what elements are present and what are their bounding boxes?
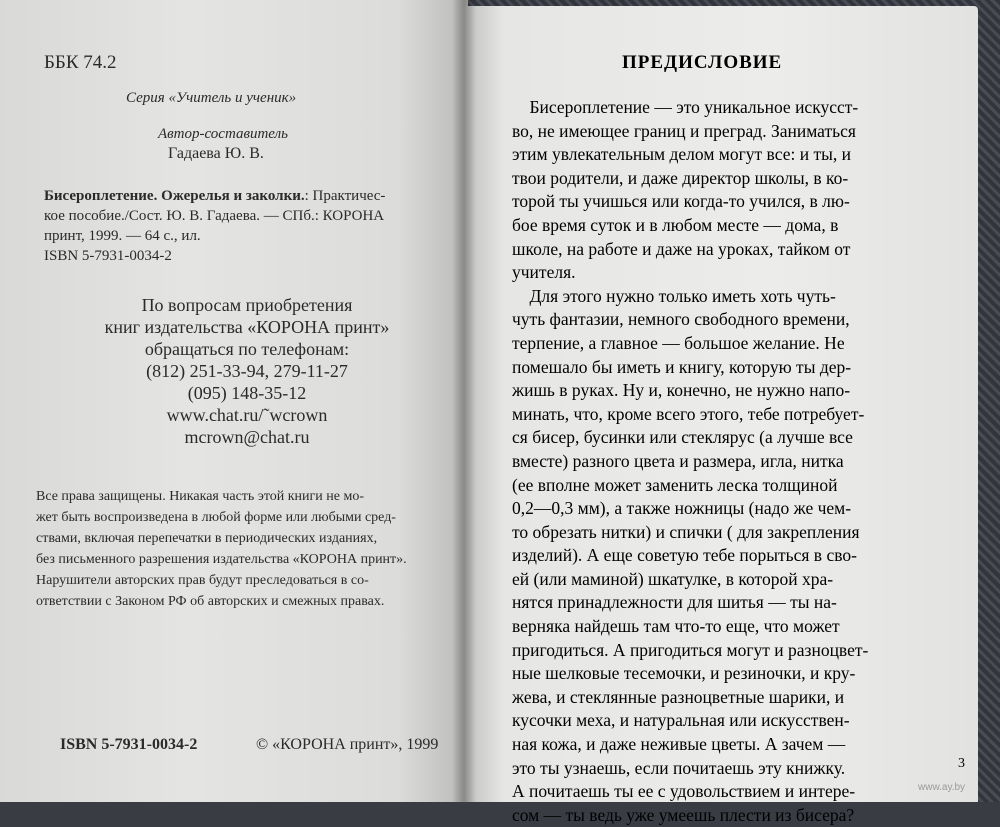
contact-line: обращаться по телефонам: [144, 339, 350, 359]
book-spine [452, 0, 476, 802]
series-name: Серия «Учитель и ученик» [126, 90, 297, 106]
contact-email: mcrown@chat.ru [184, 427, 310, 447]
text-line: это ты узнаешь, если почитаешь эту книжку. [512, 757, 846, 778]
contact-line: По вопросам приобретения [141, 295, 353, 315]
watermark: www.ay.by [918, 782, 966, 793]
text-line: школе, на работе и даже на уроках, тайком от [512, 238, 851, 259]
biblio-line1-rest: : Практичес- [304, 188, 386, 204]
text-line: то обрезать нитки) и спички ( для закрепления [512, 521, 860, 542]
text-line: жишь в руках. Ну и, конечно, не нужно напо- [512, 380, 851, 401]
page-number: 3 [958, 756, 965, 771]
preface-body [512, 96, 868, 827]
bibliographic-record [44, 186, 385, 246]
isbn-bottom: ISBN 5-7931-0034-2 [60, 736, 198, 753]
rights-line: Все права защищены. Никакая часть этой книги не мо- [36, 489, 364, 504]
rights-line: ответствии с Законом РФ об авторских и смежных правах. [36, 594, 385, 609]
rights-notice [36, 486, 407, 612]
contact-website: www.chat.ru/˜wcrown [166, 405, 328, 425]
rights-line: без письменного разрешения издательства «КОРОНА принт». [36, 552, 407, 567]
isbn-top: ISBN 5-7931-0034-2 [44, 248, 172, 264]
text-line: изделий). А еще советую тебе порыться в сво- [512, 545, 857, 566]
rights-line: ствами, включая перепечатки в периодических изданиях, [36, 531, 378, 546]
biblio-title: Бисероплетение. Ожерелья и заколки. [44, 188, 305, 204]
author-name: Гадаева Ю. В. [168, 145, 264, 162]
text-line: ная кожа, и даже неживые цветы. А зачем — [512, 734, 846, 755]
rights-line: жет быть воспроизведена в любой форме или любыми сред- [36, 510, 396, 525]
text-line: Бисероплетение — это уникальное искусст- [512, 97, 859, 117]
biblio-line3: принт, 1999. — 64 с., ил. [44, 228, 201, 244]
text-line: бое время суток и в любом месте — дома, в [512, 214, 839, 235]
contact-phone: (812) 251-33-94, 279-11-27 [146, 361, 348, 381]
text-line: ей (или маминой) шкатулке, в которой хра- [512, 568, 834, 589]
text-line: жева, и стеклянные разноцветные шарики, и [512, 686, 845, 707]
text-line: 0,2—0,3 мм), а также ножницы (надо же чем- [512, 498, 852, 519]
text-line: сом — ты ведь уже умеешь плести из бисера? [512, 804, 855, 825]
text-line: А почитаешь ты ее с удовольствием и интере- [512, 781, 856, 802]
rights-line: Нарушители авторских прав будут преследоваться в со- [36, 573, 369, 588]
text-line: во, не имеющее границ и преград. Заниматься [512, 120, 856, 141]
text-line: нятся принадлежности для шитья — ты на- [512, 592, 837, 613]
bbk-code: ББК 74.2 [44, 52, 117, 73]
text-line: (ее вполне может заменить леска толщиной [512, 474, 838, 495]
text-line: помешало бы иметь и книгу, которую ты дер- [512, 356, 852, 377]
preface-title: ПРЕДИСЛОВИЕ [622, 52, 783, 73]
author-role: Автор-составитель [158, 126, 288, 142]
text-line: ные шелковые тесемочки, и резиночки, и кру- [512, 663, 856, 684]
contact-block [102, 294, 392, 448]
text-line: кусочки меха, и натуральная или искусствен- [512, 710, 850, 731]
text-line: торой ты учишься или когда-то учился, в лю- [512, 191, 850, 212]
text-line: этим увлекательным делом могут все: и ты, и [512, 144, 851, 165]
biblio-line2: кое пособие./Сост. Ю. В. Гадаева. — СПб.: КОРОНА [44, 208, 385, 224]
text-line: минать, что, кроме всего этого, тебе потребует- [512, 403, 865, 424]
contact-line: книг издательства «КОРОНА принт» [104, 317, 390, 337]
text-line: пригодиться. А пригодиться могут и разноцвет- [512, 639, 869, 660]
text-line: Для этого нужно только иметь хоть чуть- [512, 285, 836, 306]
contact-phone: (095) 148-35-12 [187, 383, 307, 403]
text-line: учителя. [512, 262, 576, 283]
text-line: верняка найдешь там что-то еще, что может [512, 616, 840, 637]
text-line: вместе) разного цвета и размера, игла, нитка [512, 450, 844, 471]
left-page [0, 0, 468, 802]
copyright: © «КОРОНА принт», 1999 [256, 736, 439, 753]
text-line: твои родители, и даже директор школы, в ко- [512, 167, 849, 188]
text-line: терпение, а главное — большое желание. Не [512, 332, 845, 353]
text-line: чуть фантазии, немного свободного времени, [512, 309, 850, 330]
text-line: ся бисер, бусинки или стеклярус (а лучше все [512, 427, 853, 448]
